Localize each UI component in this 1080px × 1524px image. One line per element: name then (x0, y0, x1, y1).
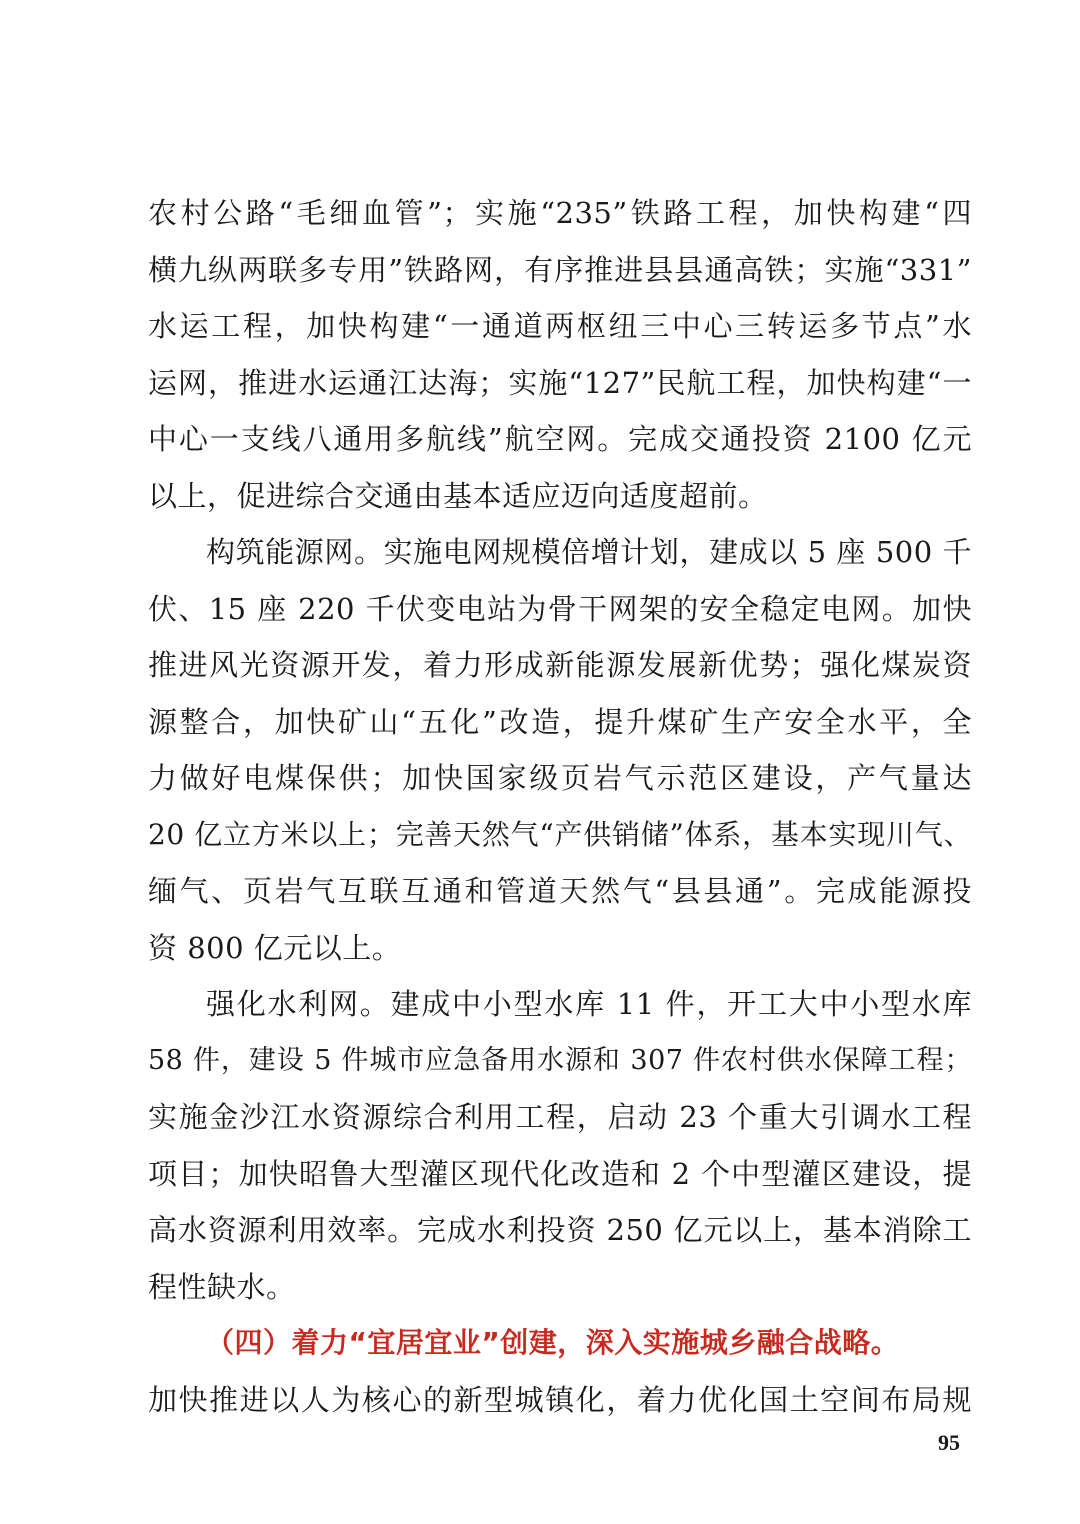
text-line: 中心一支线八通用多航线”航空网。完成交通投资 2100 亿元 (148, 422, 972, 456)
page-number: 95 (938, 1430, 960, 1455)
text-line: 程性缺水。 (148, 1269, 296, 1304)
text-line: 伏、15 座 220 千伏变电站为骨干网架的安全稳定电网。加快 (148, 591, 972, 626)
text-line: 58 件，建设 5 件城市应急备用水源和 307 件农村供水保障工程； (148, 1044, 972, 1076)
text-line: 推进风光资源开发，着力形成新能源发展新优势；强化煤炭资 (148, 648, 972, 682)
document-body (148, 185, 972, 1428)
text-line: 缅气、页岩气互联互通和管道天然气“县县通”。完成能源投 (148, 874, 972, 908)
text-line: 项目；加快昭鲁大型灌区现代化改造和 2 个中型灌区建设，提 (148, 1156, 972, 1191)
text-line: 水运工程，加快构建“一通道两枢纽三中心三转运多节点”水 (148, 309, 972, 343)
text-line: 农村公路“毛细血管”；实施“235”铁路工程，加快构建“四 (148, 196, 972, 230)
text-line: 资 800 亿元以上。 (148, 930, 402, 965)
text-line: 力做好电煤保供；加快国家级页岩气示范区建设，产气量达 (148, 761, 972, 795)
text-line: 加快推进以人为核心的新型城镇化，着力优化国土空间布局规 (148, 1382, 972, 1417)
text-line: 以上，促进综合交通由基本适应迈向适度超前。 (148, 478, 768, 513)
text-line: 高水资源利用效率。完成水利投资 250 亿元以上，基本消除工 (148, 1213, 972, 1247)
text-line: 横九纵两联多专用”铁路网，有序推进县县通高铁；实施“331” (148, 252, 972, 287)
text-line: 20 亿立方米以上；完善天然气“产供销储”体系，基本实现川气、 (148, 817, 972, 851)
text-line: 实施金沙江水资源综合利用工程，启动 23 个重大引调水工程 (148, 1100, 972, 1134)
text-line: 运网，推进水运通江达海；实施“127”民航工程，加快构建“一 (148, 365, 972, 400)
section-heading: （四）着力“宜居宜业”创建，深入实施城乡融合战略。 (206, 1326, 900, 1359)
paragraph-start-energy: 构筑能源网。实施电网规模倍增计划，建成以 5 座 500 千 (206, 535, 972, 569)
paragraph-start-water: 强化水利网。建成中小型水库 11 件，开工大中小型水库 (206, 987, 972, 1021)
text-line: 源整合，加快矿山“五化”改造，提升煤矿生产安全水平，全 (148, 704, 972, 739)
